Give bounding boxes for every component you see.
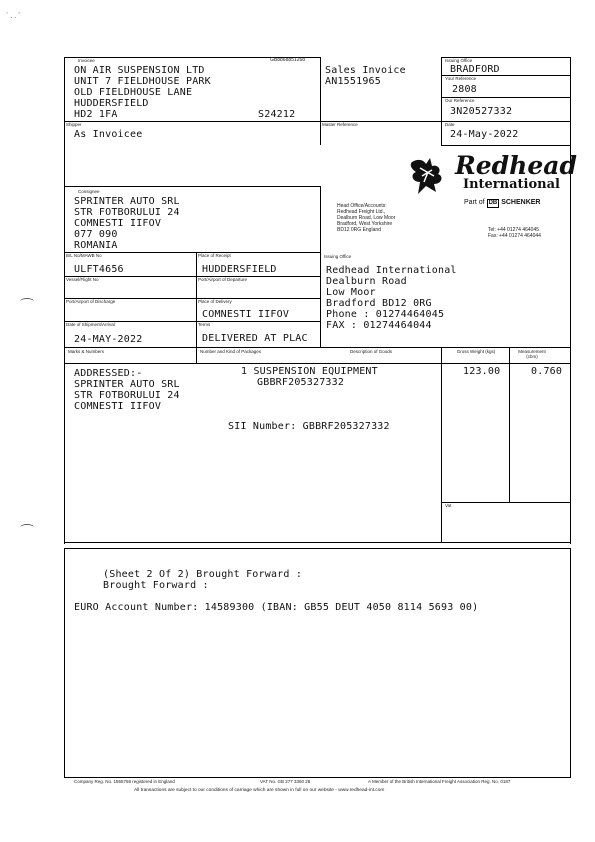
description-header: Description of Goods	[350, 349, 393, 354]
date-label: Date	[445, 122, 455, 127]
goods-block	[241, 366, 378, 388]
head-office-line: Dealburn Road, Low Moor	[337, 215, 396, 221]
vat-number: VAT No. GB 277 3360 28	[260, 779, 311, 784]
bifa-member: A Member of the British International Freight Association Reg. No. 0187	[368, 779, 511, 784]
consignee-address	[74, 196, 180, 251]
sii-line: SII Number: GBBRF205327332	[228, 421, 390, 432]
head-office-line: Redhead Freight Ltd.,	[337, 209, 386, 215]
head-office-fax: Fax: +44 01274 464044	[488, 233, 541, 239]
sheet-line: (Sheet 2 Of 2) Brought Forward :	[103, 569, 303, 580]
shipper-label: Shipper	[66, 122, 82, 127]
packages-header: Number and Kind of Packages	[200, 349, 262, 354]
place-receipt-value: HUDDERSFIELD	[202, 264, 277, 275]
terms-label: Terms	[198, 322, 211, 327]
marks-line: SPRINTER AUTO SRL	[74, 379, 180, 390]
your-reference-value: 2808	[452, 84, 477, 95]
marks-line: COMNESTI IIFOV	[74, 401, 162, 412]
part-of-schenker	[464, 199, 541, 208]
terms-value: DELIVERED AT PLAC	[202, 333, 308, 344]
invoicee-line: HUDDERSFIELD	[74, 98, 149, 109]
marks-header: Marks & Numbers	[68, 349, 105, 354]
logo-word-redhead: Redhead	[455, 151, 577, 180]
main-frame-left	[64, 57, 65, 544]
consignee-line: 077 090	[74, 229, 118, 240]
shipper-value: As Invoicee	[74, 129, 143, 140]
goods-line: 1 SUSPENSION EQUIPMENT	[241, 366, 378, 377]
measurement-value: 0.760	[531, 366, 563, 377]
invoicee-postcode: HD2 1FA	[74, 109, 118, 120]
issuing-office-line: FAX : 01274464044	[326, 320, 432, 331]
issuing-office-line: Low Moor	[326, 287, 376, 298]
head-office	[337, 203, 395, 233]
db-logo-icon: DB	[488, 200, 498, 206]
issuing-office-line: Phone : 01274464045	[326, 309, 445, 320]
issuing-office-line: Bradford BD12 0RG	[326, 298, 432, 309]
schenker-label: SCHENKER	[501, 199, 541, 206]
consignee-line: ROMANIA	[74, 240, 118, 251]
awb-value: ULFT4656	[74, 264, 124, 275]
marks-line: STR FOTBORULUI 24	[74, 390, 180, 401]
consignee-line: SPRINTER AUTO SRL	[74, 196, 180, 207]
shipment-date-value: 24-MAY-2022	[74, 334, 143, 345]
head-office-tel: Tel: +44 01274 464045	[488, 227, 540, 233]
issuing-office-value: BRADFORD	[450, 64, 500, 75]
head-office-line: Bradford, West Yorkshire	[337, 221, 393, 227]
issuing-office-line: Redhead International	[326, 265, 457, 276]
head-office-label: Head Office/Accounts:	[337, 203, 387, 209]
punch-mark-bottom	[20, 524, 34, 531]
doc-title: Sales Invoice	[325, 65, 406, 76]
your-reference-label: Your Reference	[445, 76, 477, 81]
our-reference-value: 3N20527332	[450, 106, 513, 117]
gross-weight-value: 123.00	[463, 366, 501, 377]
our-reference-label: Our Reference	[445, 98, 475, 103]
main-frame-right	[570, 57, 571, 544]
euro-account-line: EURO Account Number: 14589300 (IBAN: GB55 DEUT 4050 8114 5693 00)	[74, 602, 479, 613]
logo-word-international: International	[463, 177, 560, 192]
vat-label: Vat	[445, 503, 452, 508]
awb-label: B/L No/MAWB No	[66, 253, 102, 258]
master-reference-label: Master Reference	[322, 122, 358, 127]
vessel-label: Vessel/Flight No	[66, 277, 99, 282]
issuing-office-block	[326, 265, 457, 331]
invoicee-address	[74, 65, 211, 120]
issuing-office-label: Issuing Office	[445, 58, 473, 63]
measurement-header: Measurement (cbm)	[518, 349, 546, 359]
consignee-line: COMNESTI IIFOV	[74, 218, 162, 229]
terms-notice: All transactions are subject to our conditions of carriage which are shown in full on our website - www.redhead-int.com	[134, 788, 385, 793]
issuing-office-line: Dealburn Road	[326, 276, 407, 287]
invoicee-line: OLD FIELDHOUSE LANE	[74, 87, 193, 98]
invoicee-line: ON AIR SUSPENSION LTD	[74, 65, 205, 76]
corner-mark: ` . . `	[6, 13, 21, 20]
shipment-date-label: Date of Shipment/Arrival	[66, 322, 115, 327]
goods-ref: GBBRF205327332	[257, 377, 345, 388]
invoicee-code: GB8868851268	[270, 57, 306, 63]
invoicee-account: S24212	[258, 109, 296, 120]
redhead-logo-icon	[408, 154, 448, 196]
company-reg: Company Reg. No. 1865768 registered in England	[74, 779, 175, 784]
part-of-label: Part of	[464, 199, 485, 206]
consignee-line: STR FOTBORULUI 24	[74, 207, 180, 218]
issuing-office-block-label: Issuing Office	[324, 254, 352, 259]
port-departure-label: Port/Airport of Departure	[198, 277, 248, 282]
consignee-label: Consignee	[78, 189, 100, 194]
port-discharge-label: Port/Airport of Discharge	[66, 299, 116, 304]
place-delivery-value: COMNESTI IIFOV	[202, 309, 290, 320]
date-value: 24-May-2022	[450, 129, 519, 140]
invoicee-label: Invoicee	[78, 58, 95, 63]
marks-line: ADDRESSED:-	[74, 368, 143, 379]
doc-number: AN1551965	[325, 76, 381, 87]
head-office-line: BD12 0RG England	[337, 227, 381, 233]
gross-weight-header: Gross Weight (kgs)	[456, 349, 496, 354]
invoicee-line: UNIT 7 FIELDHOUSE PARK	[74, 76, 211, 87]
marks-block	[74, 368, 180, 412]
place-delivery-label: Place of Delivery	[198, 299, 232, 304]
punch-mark-top	[20, 298, 34, 305]
place-receipt-label: Place of Receipt	[198, 253, 231, 258]
brought-forward-line: Brought Forward :	[103, 580, 209, 591]
